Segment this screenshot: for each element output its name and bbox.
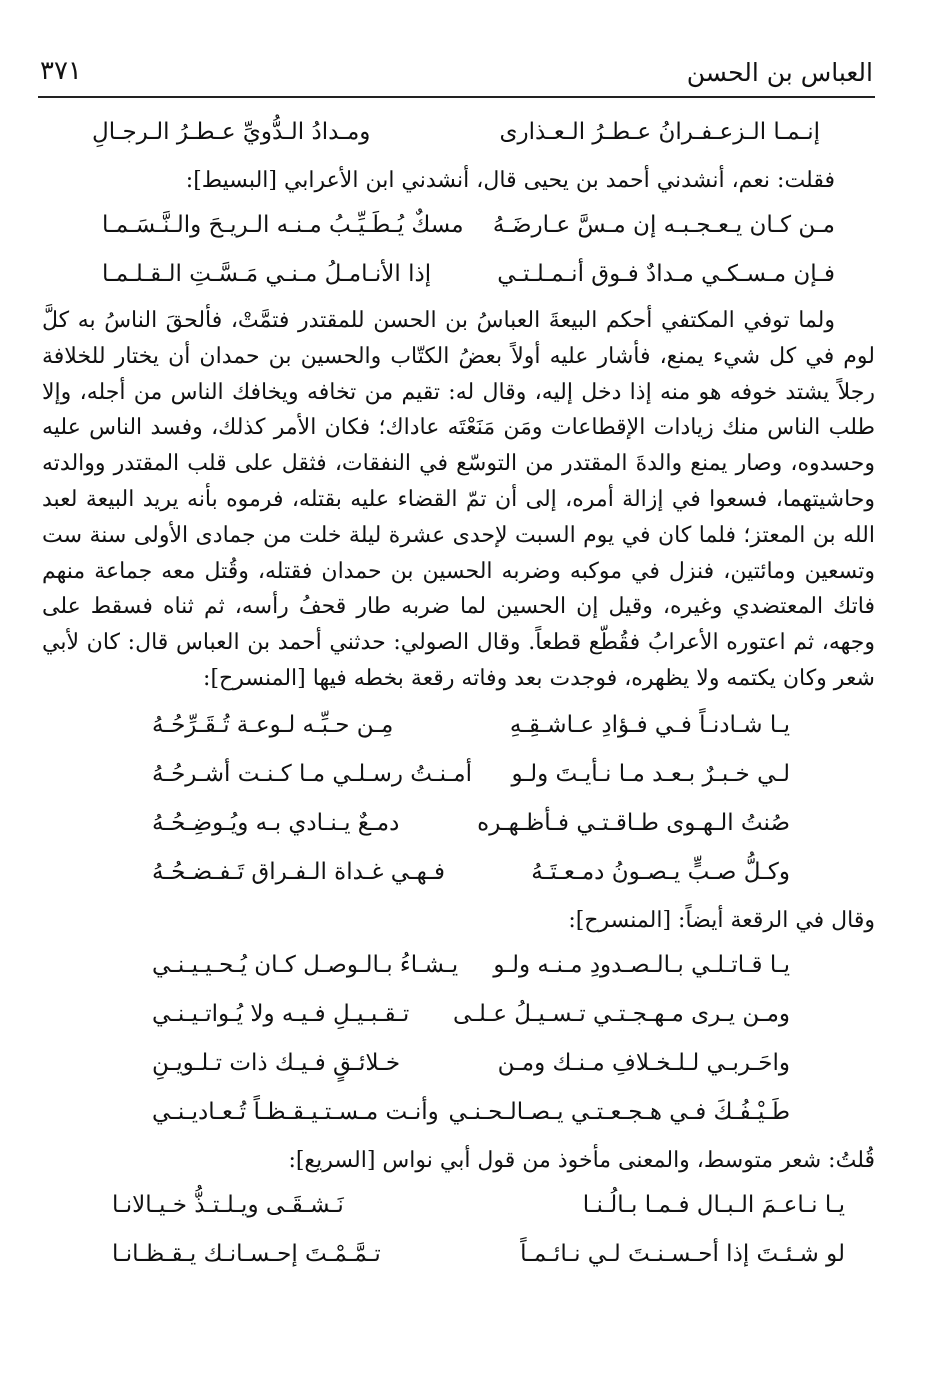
- verse-second-hemistich: إذا الأنـامـلُ مـنـي مَـسَّـتِ الـقـلـمـا: [102, 261, 432, 287]
- page-content: [42, 112, 875, 1283]
- verse-first-hemistich: يـا قـاتـلـي بـالـصـدودِ مـنـه ولـو: [493, 951, 790, 978]
- verse-second-hemistich: تـقـبـيـلِ فـيـه ولا يُـواتـيـنـي: [152, 1000, 410, 1027]
- poem-introduction: قُلتُ: شعر متوسط، والمعنى مأخوذ من قول أبي نواس [السريع]:: [288, 1147, 875, 1173]
- verse-line: [42, 705, 875, 754]
- verse-second-hemistich: خـلائـقٍ فـيـك ذات تـلـويـنِ: [152, 1049, 401, 1076]
- verse-first-hemistich: مـن كـان يـعـجـبـه إن مـسَّ عـارضَـهُ: [492, 212, 835, 238]
- verse-first-hemistich: ومـن يـرى مـهـجـتـي تـسـيـلُ عـلـى: [452, 1000, 790, 1027]
- verse-line: [42, 1092, 875, 1141]
- body-paragraph: ولما توفي المكتفي أحكم البيعةَ العباسُ بن الحسن للمقتدر فتمَّتْ، فألحقَ الناسُ به كلَّ لوم في كل شيء يمنع، فأشار عليه أولاً بعضُ الكتّاب والحسين بن حمدان أن يختار للخلافة رجلاً يشتد خوفه هو منه إذا دخل إليه، وقال له: تقيم من تخافه ويخافك الناس من أجله، وإلا طلب الناس منك زيادات الإقطاعات ومَن مَنَعْتَه عاداك؛ فكان الأمر كذلك، وفسد الناس عليه وحسدوه، وصار يمنع والدةَ المقتدر من التوسّع في النفقات، فثقل على قلب المقتدر ووالدته وحاشيتهما، فسعوا في إزالة أمره، إلى أن تمّ القضاء عليه بقتله، فرموه بأنه يريد البيعة لعبد الله بن المعتز؛ فلما كان في يوم السبت لإحدى عشرة ليلة خلت من جمادى الأولى سنة ست وتسعين ومائتين، فنزل في موكبه وضربه الحسين بن حمدان فقتله، وقُتل معه جماعة منهم فاتك المعتضدي وغيره، وقيل إن الحسين لما ضربه طار قحفُ رأسه، ثم ثناه فسقط على وجهه، ثم اعتوره الأعرابُ فقُطّع قطعاً. وقال الصولي: حدثني أحمد بن العباس قال: كان لأبي شعر وكان يكتمه ولا يظهره، فوجدت بعد وفاته رقعة بخطه فيها [المنسرح]:: [42, 308, 875, 691]
- verse-line: [42, 254, 875, 303]
- verse-first-hemistich: لـي خـبـرٌ بـعـد مـا نـأيـتَ ولـو: [511, 760, 790, 787]
- verse-first-hemistich: إنـمـا الـزعـفـرانُ عـطـرُ الـعـذارى: [499, 119, 820, 145]
- verse-line: [42, 945, 875, 994]
- verse-second-hemistich: وأنـت مـسـتـيـقـظـاً تُـعـاديـنـي: [152, 1098, 439, 1125]
- verse-line: [42, 994, 875, 1043]
- verse-line: [42, 1234, 875, 1283]
- verse-line: [42, 1043, 875, 1092]
- verse-first-hemistich: واحَـربـي لـلـخـلافِ مـنـك ومـن: [497, 1049, 790, 1076]
- verse-first-hemistich: لو شـئـتَ إذا أحـسـنـتَ لـي نـائـمـاً: [520, 1240, 845, 1267]
- verse-second-hemistich: ومـدادُ الـدُّويِّ عـطـرُ الـرجـالِ: [92, 119, 371, 145]
- verse-line: [42, 205, 875, 254]
- verse-second-hemistich: مسكٌ يُـطَـيِّـبُ مـنـه الـريـحَ والـنَّـسَـمـا: [102, 212, 464, 238]
- verse-second-hemistich: تـمَّـمْـتَ إحـسـانـك يـقـظـانـا: [112, 1240, 381, 1267]
- verse-first-hemistich: يـا شـادنـاً فـي فـؤادِ عـاشـقِـهِ: [509, 711, 790, 738]
- verse-second-hemistich: فـهـي غـداة الـفـراق تَـفـضـحُـهُ: [152, 858, 446, 885]
- poem-introduction: وقال في الرقعة أيضاً: [المنسرح]:: [568, 907, 875, 933]
- verse-second-hemistich: نَـشـقَـى ويـلـتـذُّ خـيـالانـا: [112, 1191, 344, 1218]
- verse-line: [42, 112, 875, 161]
- verse-line: [42, 1185, 875, 1234]
- verse-second-hemistich: دمـعٌ يـنـادي بـه ويُـوضِـحُـهُ: [152, 809, 400, 836]
- verse-second-hemistich: يـشـاءُ بـالـوصـل كـان يُـحـيـيـنـي: [152, 951, 459, 978]
- verse-second-hemistich: مِـن حـبِّـه لـوعـة تُـقَـرِّحُـهُ: [152, 711, 394, 738]
- verse-first-hemistich: فـإن مـسـكـي مـدادٌ فـوق أنـمـلـتـي: [497, 261, 835, 287]
- verse-first-hemistich: يـا نـاعـمَ الـبـال فـمـا بـالُـنـا: [582, 1191, 845, 1218]
- running-title: العباس بن الحسن: [686, 58, 873, 87]
- verse-line: [42, 754, 875, 803]
- page-header: [38, 50, 875, 98]
- verse-second-hemistich: أمـنـتُ رسـلـي مـا كـنـت أشـرحُـهُ: [152, 760, 472, 787]
- verse-first-hemistich: صُنتُ الـهـوى طـاقـتـي فـأظـهـره: [477, 809, 790, 836]
- page-number: ٣٧١: [40, 56, 82, 86]
- verse-line: [42, 803, 875, 852]
- verse-line: [42, 852, 875, 901]
- poem-introduction: فقلت: نعم، أنشدني أحمد بن يحيى قال، أنشدني ابن الأعرابي [البسيط]:: [185, 168, 835, 193]
- verse-first-hemistich: طَـيْـفُـكَ فـي هـجـعـتـي يـصـالـحـنـي: [448, 1098, 790, 1125]
- verse-first-hemistich: وكـلُّ صـبٍّ يـصـونُ دمـعـتَـهُ: [531, 858, 790, 885]
